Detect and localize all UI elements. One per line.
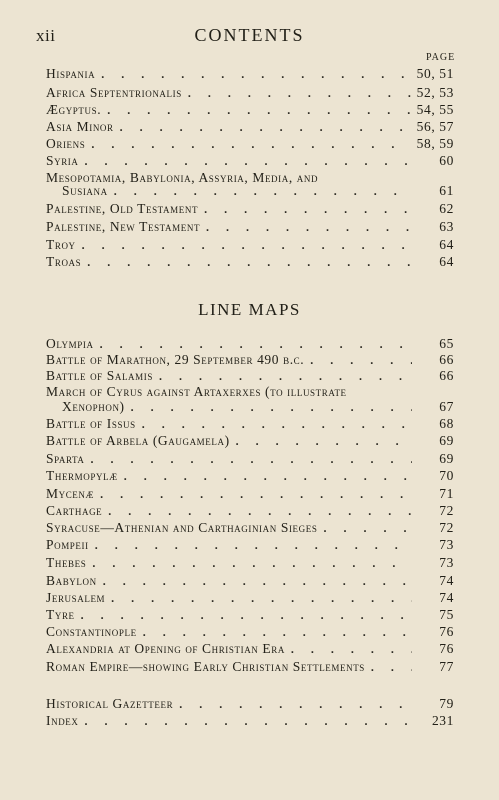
toc-entry-title-continuation: Susiana — [62, 183, 108, 198]
toc-entry-title: Mesopotamia, Babylonia, Assyria, Media, and — [46, 170, 319, 185]
toc-entry-page: 52, 53 — [416, 85, 454, 100]
toc-entry — [46, 219, 454, 235]
toc-entry-title-continuation: Xenophon) — [62, 399, 125, 414]
leader-dots — [103, 573, 412, 589]
toc-entry-title: Jerusalem — [46, 590, 106, 605]
toc-entry-title: Troy — [46, 237, 76, 252]
leader-dots — [91, 451, 412, 467]
leader-dots — [323, 520, 412, 536]
toc-entry-title: Carthage — [46, 503, 103, 518]
toc-entry — [46, 136, 454, 152]
toc-entry-page: 74 — [439, 590, 454, 605]
toc-entry-title: Battle of Salamis — [46, 368, 153, 383]
toc-entry-page: 73 — [439, 555, 454, 570]
leader-dots — [124, 468, 412, 484]
leader-dots — [81, 607, 412, 623]
toc-entry-title: Thebes — [46, 555, 87, 570]
leader-dots — [100, 486, 412, 502]
toc-entry-title: Constantinople — [46, 624, 137, 639]
toc-entry-title: Mycenæ — [46, 486, 95, 501]
toc-entry — [46, 659, 454, 675]
toc-entry-continuation — [62, 399, 454, 415]
leader-dots — [291, 641, 412, 657]
toc-entry — [46, 486, 454, 502]
toc-entry — [46, 85, 454, 101]
toc-entry-title: Asia Minor — [46, 119, 114, 134]
leader-dots — [188, 85, 411, 101]
toc-entry — [46, 713, 454, 729]
toc-entry-page: 76 — [439, 641, 454, 656]
toc-entry-title: Troas — [46, 254, 82, 269]
toc-entry-page: 61 — [439, 183, 454, 198]
toc-entry-title: Palestine, New Testament — [46, 219, 201, 234]
toc-entry — [46, 451, 454, 467]
toc-entry-title: Palestine, Old Testament — [46, 201, 199, 216]
toc-entry — [46, 641, 454, 657]
toc-entry-page: 50, 51 — [416, 66, 454, 81]
toc-entry — [46, 555, 454, 571]
toc-entry — [46, 153, 454, 169]
toc-entry-title: Thermopylæ — [46, 468, 118, 483]
toc-entry-title: Babylon — [46, 573, 97, 588]
leader-dots — [82, 237, 412, 253]
toc-entry — [46, 416, 454, 432]
leader-dots — [101, 66, 410, 82]
leader-dots — [92, 555, 412, 571]
toc-entry-page: 54, 55 — [416, 102, 454, 117]
leader-dots — [236, 433, 412, 449]
leader-dots — [159, 368, 412, 384]
toc-entry-title: Tyre — [46, 607, 75, 622]
leader-dots — [85, 153, 412, 169]
toc-entry-page: 231 — [431, 713, 454, 728]
toc-entry-page: 75 — [439, 607, 454, 622]
toc-entry-page: 56, 57 — [416, 119, 454, 134]
leader-dots — [310, 352, 412, 368]
toc-entry-page: 67 — [439, 399, 454, 414]
toc-entry — [46, 368, 454, 384]
toc-entry — [46, 336, 454, 352]
leader-dots — [95, 537, 412, 553]
leader-dots — [114, 183, 412, 199]
toc-entry — [46, 66, 454, 82]
toc-entry-page: 58, 59 — [416, 136, 454, 151]
toc-entry-page: 66 — [439, 368, 454, 383]
toc-entry-page: 68 — [439, 416, 454, 431]
toc-entry-title: Hispania — [46, 66, 96, 81]
toc-entry-title: Historical Gazetteer — [46, 696, 174, 711]
toc-entry-title: Roman Empire—showing Early Christian Settlements — [46, 659, 365, 674]
toc-entry — [46, 119, 454, 135]
toc-entry-page: 71 — [439, 486, 454, 501]
toc-entry — [46, 352, 454, 368]
toc-entry-page: 69 — [439, 433, 454, 448]
leader-dots — [111, 590, 412, 606]
toc-entry-page: 76 — [439, 624, 454, 639]
toc-entry-title: Index — [46, 713, 79, 728]
toc-entry — [46, 237, 454, 253]
toc-entry-page: 60 — [439, 153, 454, 168]
toc-entry-page: 63 — [439, 219, 454, 234]
toc-entry-page: 79 — [439, 696, 454, 711]
leader-dots — [107, 102, 410, 118]
toc-entry-title: March of Cyrus against Artaxerxes (to illustrate — [46, 384, 347, 399]
leader-dots — [142, 416, 412, 432]
running-head-title: CONTENTS — [194, 25, 305, 45]
toc-entry — [46, 468, 454, 484]
toc-entry-title: Africa Septentrionalis — [46, 85, 182, 100]
toc-entry-title: Ægyptus. — [46, 102, 102, 117]
toc-entry-page: 65 — [439, 336, 454, 351]
toc-entry-title: Battle of Arbela (Gaugamela) — [46, 433, 230, 448]
leader-dots — [204, 201, 412, 217]
toc-entry — [46, 624, 454, 640]
toc-entry — [46, 433, 454, 449]
toc-entry-title: Pompeii — [46, 537, 89, 552]
toc-entry-page: 72 — [439, 503, 454, 518]
toc-entry-title: Battle of Issus — [46, 416, 136, 431]
toc-entry-multiline — [46, 384, 454, 400]
leader-dots — [100, 336, 412, 352]
leader-dots — [371, 659, 412, 675]
toc-entry — [46, 254, 454, 270]
toc-entry-title: Alexandria at Opening of Christian Era — [46, 641, 285, 656]
toc-entry-page: 62 — [439, 201, 454, 216]
leader-dots — [131, 399, 412, 415]
toc-entry — [46, 102, 454, 118]
toc-entry-page: 74 — [439, 573, 454, 588]
toc-entry-title: Syria — [46, 153, 79, 168]
toc-entry — [46, 503, 454, 519]
toc-entry-page: 72 — [439, 520, 454, 535]
toc-entry — [46, 696, 454, 712]
leader-dots — [91, 136, 410, 152]
leader-dots — [85, 713, 413, 729]
toc-entry-title: Sparta — [46, 451, 85, 466]
toc-entry-page: 70 — [439, 468, 454, 483]
toc-entry — [46, 201, 454, 217]
leader-dots — [120, 119, 411, 135]
toc-entry-title: Battle of Marathon, 29 September 490 b.c. — [46, 352, 305, 367]
toc-entry-page: 77 — [439, 659, 454, 674]
toc-entry — [46, 590, 454, 606]
toc-entry-page: 73 — [439, 537, 454, 552]
leader-dots — [87, 254, 412, 270]
toc-entry — [46, 520, 454, 536]
toc-entry — [46, 607, 454, 623]
toc-entry-page: 64 — [439, 254, 454, 269]
leader-dots — [143, 624, 412, 640]
toc-entry-continuation — [62, 183, 454, 199]
toc-entry — [46, 573, 454, 589]
page-folio: xii — [36, 26, 56, 45]
toc-entry-title: Oriens — [46, 136, 86, 151]
toc-entry-title: Olympia — [46, 336, 94, 351]
toc-entry-title: Syracuse—Athenian and Carthaginian Sieges — [46, 520, 318, 535]
leader-dots — [206, 219, 412, 235]
toc-entry-page: 66 — [439, 352, 454, 367]
line-maps-heading: LINE MAPS — [198, 300, 301, 319]
toc-entry-page: 64 — [439, 237, 454, 252]
toc-entry-page: 69 — [439, 451, 454, 466]
page-column-label: PAGE — [426, 52, 456, 63]
leader-dots — [179, 696, 412, 712]
leader-dots — [108, 503, 412, 519]
toc-entry — [46, 537, 454, 553]
